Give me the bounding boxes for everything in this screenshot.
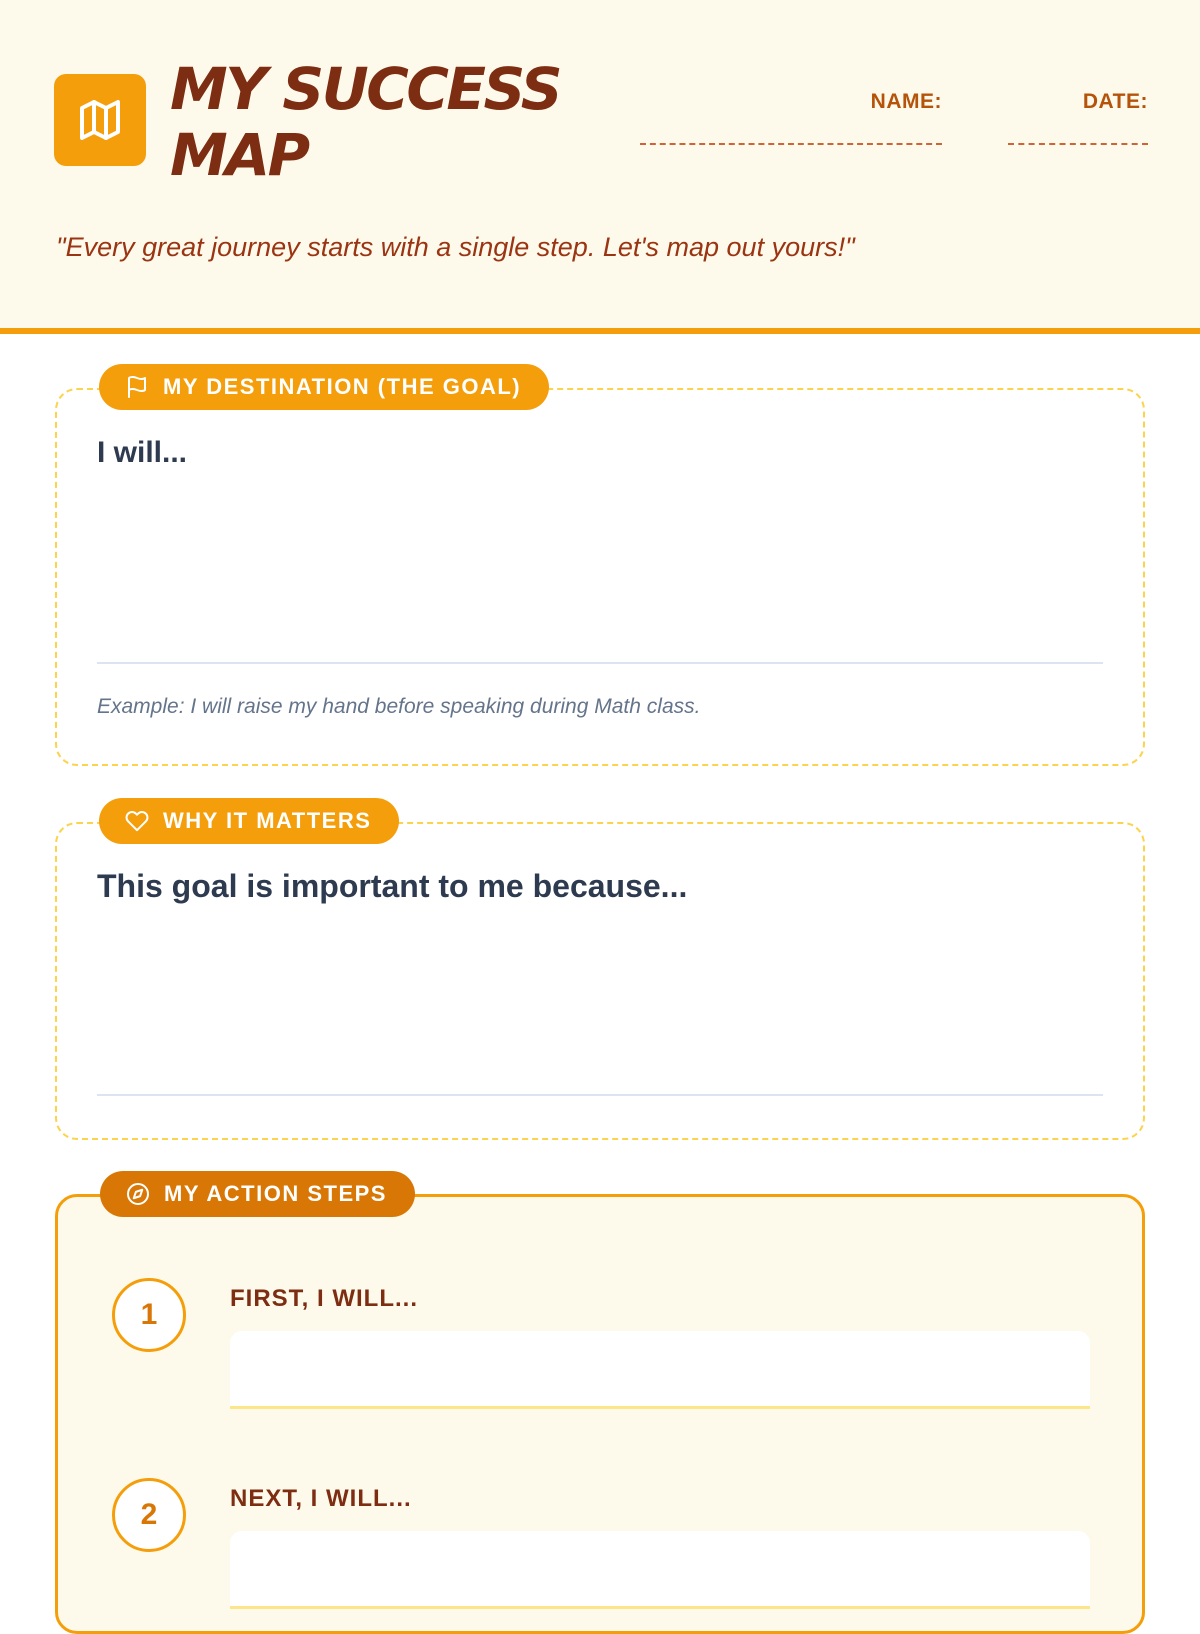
goal-example: Example: I will raise my hand before speaking during Math class. <box>97 695 701 718</box>
why-section-label <box>99 798 399 844</box>
action-steps-label <box>100 1171 415 1217</box>
page-title <box>170 56 610 188</box>
compass-icon <box>126 1182 150 1206</box>
flag-icon <box>125 375 149 399</box>
page-title-line-2: MAP <box>170 121 308 189</box>
why-answer-line[interactable] <box>97 1094 1103 1096</box>
action-steps-section <box>55 1181 1145 1634</box>
goal-section <box>55 374 1145 766</box>
why-section <box>55 808 1145 1140</box>
goal-prompt: I will... <box>97 436 188 469</box>
name-field[interactable] <box>640 143 942 145</box>
step-number-badge: 1 <box>112 1278 186 1352</box>
motivational-quote: "Every great journey starts with a single step. Let's map out yours!" <box>56 232 855 262</box>
goal-section-label <box>99 364 549 410</box>
page-title-line-1: MY SUCCESS <box>170 55 561 123</box>
step-1-input[interactable] <box>230 1331 1090 1409</box>
step-2-label: NEXT, I WILL... <box>230 1485 412 1512</box>
step-2-input[interactable] <box>230 1531 1090 1609</box>
map-icon <box>76 96 124 144</box>
name-label: NAME: <box>870 90 942 113</box>
header <box>0 0 1200 334</box>
heart-icon <box>125 809 149 833</box>
why-prompt: This goal is important to me because... <box>97 868 688 904</box>
step-number-badge: 2 <box>112 1478 186 1552</box>
goal-section-title: MY DESTINATION (THE GOAL) <box>163 374 522 399</box>
logo-badge <box>54 74 146 166</box>
step-1-label: FIRST, I WILL... <box>230 1285 418 1312</box>
goal-answer-line[interactable] <box>97 662 1103 664</box>
action-steps-title: MY ACTION STEPS <box>164 1181 387 1206</box>
date-label: DATE: <box>1082 90 1148 113</box>
why-section-title: WHY IT MATTERS <box>163 808 372 833</box>
date-field[interactable] <box>1008 143 1148 145</box>
